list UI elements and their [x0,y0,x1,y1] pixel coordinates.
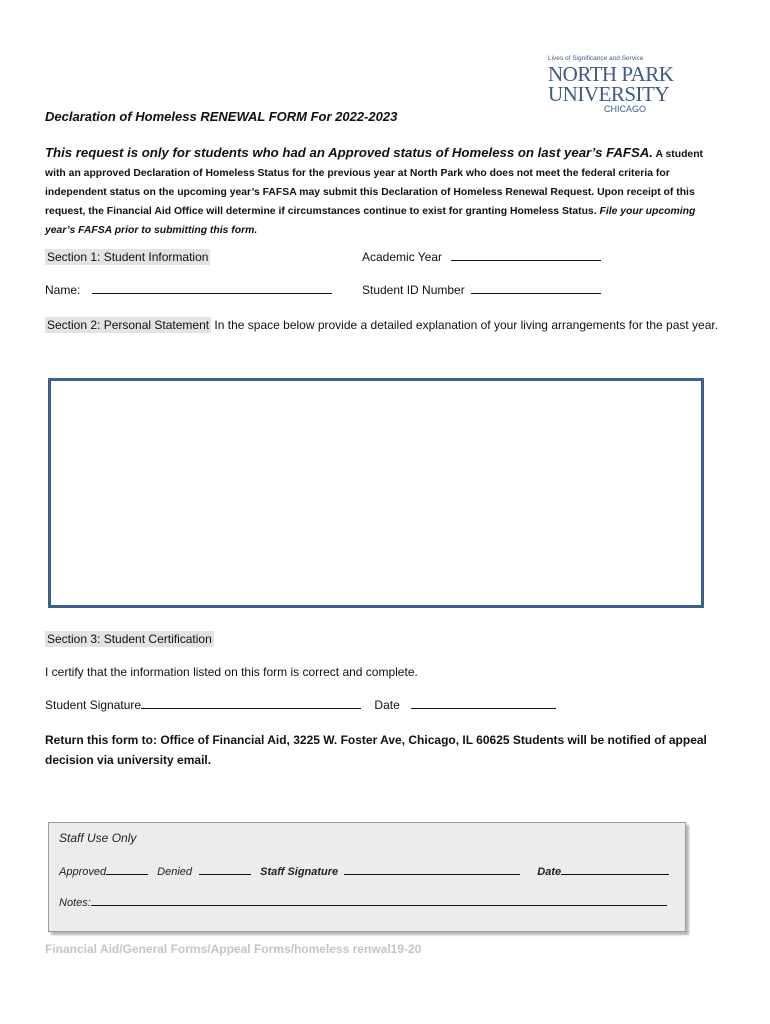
signature-date-label: Date [374,698,400,712]
student-signature-input[interactable] [141,698,361,709]
staff-notes-row [59,895,667,909]
denied-label: Denied [157,866,193,878]
intro-lead: This request is only for students who had an Approved status of Homeless on last year’s FAFSA. [45,145,653,160]
section2-text [45,315,725,335]
staff-use-box [48,822,686,932]
signature-date-input[interactable] [411,698,556,709]
name-input[interactable] [92,283,332,294]
notes-label: Notes: [59,897,91,909]
denied-input[interactable] [199,864,251,875]
logo-line2: UNIVERSITY [548,82,669,106]
section2-instructions: In the space below provide a detailed explanation of your living arrangements for the past year. [211,318,719,332]
student-signature-field [45,698,556,712]
section2-heading: Section 2: Personal Statement [47,318,210,332]
approved-label: Approved [59,866,107,878]
section1-heading: Section 1: Student Information [47,250,209,264]
academic-year-field [362,250,601,264]
footer-path: Financial Aid/General Forms/Appeal Forms/homeless renwal19-20 [45,942,422,956]
student-id-input[interactable] [471,283,601,294]
staff-decision-row [59,864,669,878]
logo-tagline: Lives of Significance and Service [548,55,644,62]
intro-italic-tail: File your upcoming year’s FAFSA prior to submitting this form. [45,206,696,236]
approved-input[interactable] [106,864,148,875]
section3-heading: Section 3: Student Certification [47,632,212,646]
staff-signature-label: Staff Signature [260,866,339,878]
personal-statement-box[interactable] [48,378,704,608]
staff-date-input[interactable] [561,864,669,875]
return-instructions: Return this form to: Office of Financial Aid, 3225 W. Foster Ave, Chicago, IL 60625 Students will be notified of appeal decision via university email. [45,733,707,767]
student-id-label: Student ID Number [362,283,465,297]
notes-input[interactable] [91,895,667,906]
logo-line3: CHICAGO [603,104,646,114]
university-logo [548,55,674,114]
academic-year-label: Academic Year [362,250,443,264]
staff-signature-input[interactable] [344,864,520,875]
intro-body: A student with an approved Declaration of Homeless Status for the previous year at North Park who does not meet the federal criteria for independent status on the upcoming year’s FAFSA may submit this Declaration of Homeless Renewal Request. Upon receipt of this request, the Financial Aid Office will determine if circumstances continue to exist for granting Homeless Status. [45,149,704,217]
name-label: Name: [45,283,81,297]
student-id-field [362,283,601,297]
staff-title: Staff Use Only [59,831,137,845]
intro-paragraph [45,143,725,240]
student-signature-label: Student Signature [45,698,142,712]
academic-year-input[interactable] [451,250,601,261]
form-title: Declaration of Homeless RENEWAL FORM For 2022-2023 [45,109,398,124]
staff-date-label: Date [537,866,562,878]
logo-line1: NORTH PARK [548,62,674,86]
certify-text: I certify that the information listed on this form is correct and complete. [45,665,418,679]
name-field [45,283,332,297]
